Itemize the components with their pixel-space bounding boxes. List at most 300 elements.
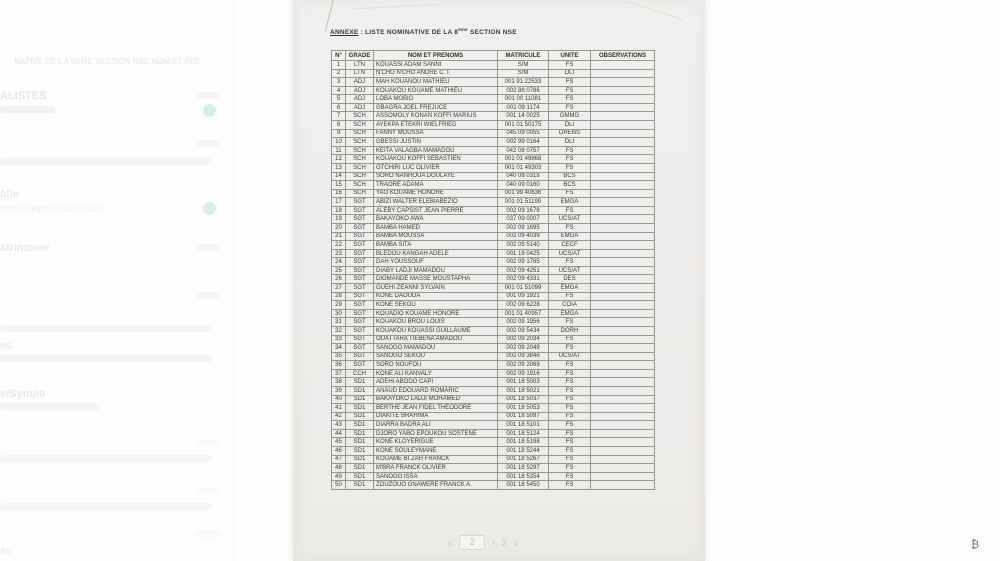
cell-grade: SCH [346, 172, 374, 181]
cell-grade: SCH [346, 155, 374, 164]
cell-number: 12 [332, 155, 346, 164]
title-end: SECTION NSE [467, 29, 517, 37]
cell-number: 47 [332, 455, 346, 464]
cell-grade: SCH [346, 181, 374, 190]
cell-name: FANNY MOUSSA [374, 129, 498, 138]
cell-observations [591, 155, 655, 164]
page-navigation [448, 535, 518, 550]
cell-number: 7 [332, 112, 346, 121]
cell-observations [591, 344, 655, 353]
cell-observations [591, 335, 655, 344]
cell-observations [591, 103, 655, 112]
cell-number: 5 [332, 95, 346, 104]
table-row [332, 258, 655, 267]
cell-matricule: 002 09 6228 [498, 301, 549, 310]
cell-grade: SGT [346, 292, 374, 301]
cell-number: 34 [332, 344, 346, 353]
table-row [332, 472, 655, 481]
cell-unite: FS [549, 335, 591, 344]
table-row [332, 412, 655, 421]
cell-matricule: 002 09 1695 [498, 223, 549, 232]
cell-observations [591, 258, 655, 267]
cell-number: 46 [332, 447, 346, 456]
cell-name: SANOGO SEKOU [374, 352, 498, 361]
cell-grade: SD1 [346, 455, 374, 464]
background-text-smudge [196, 488, 220, 495]
cell-unite: FS [549, 378, 591, 387]
cell-unite: FS [549, 361, 591, 370]
cell-name: BAKAYOKO AWA [374, 215, 498, 224]
cell-matricule: 001 01 51199 [498, 198, 549, 207]
cell-name: OTCHIRI LUC OLIVIER [374, 163, 498, 172]
background-text-fragment: atie [0, 188, 19, 200]
cell-number: 38 [332, 378, 346, 387]
cell-observations [591, 429, 655, 438]
cell-unite: DLI [549, 69, 591, 78]
table-row [332, 78, 655, 87]
table-row [332, 404, 655, 413]
table-row [332, 249, 655, 258]
cell-grade: SCH [346, 163, 374, 172]
background-text-smudge [196, 440, 220, 447]
table-row [332, 326, 655, 335]
cell-grade: ADJ [346, 103, 374, 112]
cell-unite: FS [549, 369, 591, 378]
table-row [332, 181, 655, 190]
cell-name: OUATTARA TIEBENA AMADOU [374, 335, 498, 344]
cell-unite: DRENS [549, 129, 591, 138]
cell-grade: SD1 [346, 421, 374, 430]
table-row [332, 223, 655, 232]
cell-observations [591, 163, 655, 172]
cell-name: KONE SEKOU [374, 301, 498, 310]
cell-name: SORO NANHOUA DOULAYE [374, 172, 498, 181]
cell-number: 13 [332, 163, 346, 172]
cell-grade: SCH [346, 129, 374, 138]
cell-number: 29 [332, 301, 346, 310]
cell-number: 19 [332, 215, 346, 224]
cell-name: KONE ALI KANVALY [374, 369, 498, 378]
cell-unite: FS [549, 412, 591, 421]
cell-number: 23 [332, 249, 346, 258]
cell-matricule: 001 18 5037 [498, 395, 549, 404]
cell-unite: FS [549, 318, 591, 327]
background-text-smudge [196, 244, 220, 251]
cell-matricule: 002 09 4331 [498, 275, 549, 284]
header-observations: OBSERVATIONS [591, 51, 655, 61]
cell-number: 39 [332, 386, 346, 395]
cell-observations [591, 309, 655, 318]
cell-name: BAMBA HAMED [374, 223, 498, 232]
cell-grade: LTN [346, 69, 374, 78]
cell-grade: SGT [346, 249, 374, 258]
table-row [332, 215, 655, 224]
cell-matricule: 001 18 5101 [498, 421, 549, 430]
cell-name: MAH KOUANOU MATHIEU [374, 78, 498, 87]
table-row [332, 447, 655, 456]
cell-observations [591, 378, 655, 387]
cell-name: GBESSI JUSTIN [374, 138, 498, 147]
cell-number: 18 [332, 206, 346, 215]
cell-matricule: 001 01 49868 [498, 155, 549, 164]
cell-name: ZOUZOUO GNAWERE FRANCK A. [374, 481, 498, 490]
cell-name: KONE DAOUDA [374, 292, 498, 301]
cell-number: 1 [332, 61, 346, 70]
cell-name: DJORO YABO EPOUKOU SOSTENE [374, 429, 498, 438]
cell-observations [591, 206, 655, 215]
cell-name: BAMBA MOUSSA [374, 232, 498, 241]
cell-name: DIOMANDE MASSE MOUSTAPHA [374, 275, 498, 284]
table-row [332, 129, 655, 138]
cell-observations [591, 318, 655, 327]
cell-matricule: 001 01 40957 [498, 309, 549, 318]
cell-matricule: 002 09 1678 [498, 206, 549, 215]
cell-unite: FS [549, 292, 591, 301]
header-matricule: MATRICULE [498, 51, 549, 61]
cell-observations [591, 215, 655, 224]
cell-observations [591, 121, 655, 130]
cell-observations [591, 284, 655, 293]
cell-unite: FS [549, 223, 591, 232]
cell-name: ABIZI WALTER ELEBIABEZIO [374, 198, 498, 207]
cell-matricule: S/M [498, 61, 549, 70]
cell-grade: SGT [346, 232, 374, 241]
cell-observations [591, 181, 655, 190]
cell-number: 33 [332, 335, 346, 344]
table-row [332, 438, 655, 447]
table-row [332, 189, 655, 198]
cell-grade: SGT [346, 335, 374, 344]
table-row [332, 266, 655, 275]
cell-number: 25 [332, 266, 346, 275]
table-row [332, 318, 655, 327]
cell-number: 24 [332, 258, 346, 267]
cell-matricule: 037 09 0007 [498, 215, 549, 224]
cell-grade: SGT [346, 326, 374, 335]
cell-name: BAKAYOKO LADJI MOHAMED [374, 395, 498, 404]
cell-observations [591, 464, 655, 473]
table-header-row [332, 51, 655, 61]
table-row [332, 395, 655, 404]
table-row [332, 206, 655, 215]
cell-grade: SGT [346, 318, 374, 327]
cell-unite: FS [549, 472, 591, 481]
table-row [332, 361, 655, 370]
cell-number: 30 [332, 309, 346, 318]
cell-grade: SGT [346, 301, 374, 310]
cell-unite: FS [549, 189, 591, 198]
cell-matricule: 002 88 0786 [498, 86, 549, 95]
cell-name: AYEKPA ETEKRI WIELFRIED [374, 121, 498, 130]
paper-crease [353, 4, 443, 10]
cell-number: 49 [332, 472, 346, 481]
cell-name: M'BRA FRANCK OLIVIER [374, 464, 498, 473]
cell-grade: SD1 [346, 438, 374, 447]
cell-name: KONE SOULEYMANE [374, 447, 498, 456]
cell-observations [591, 189, 655, 198]
cell-grade: SD1 [346, 412, 374, 421]
cell-observations [591, 481, 655, 490]
cell-matricule: 001 00 11081 [498, 95, 549, 104]
cell-name: ADEHI ABODO CAPI [374, 378, 498, 387]
cell-number: 36 [332, 361, 346, 370]
cell-observations [591, 129, 655, 138]
cell-unite: FS [549, 464, 591, 473]
cell-observations [591, 146, 655, 155]
paper-crease [626, 1, 683, 20]
cell-unite: BCS [549, 181, 591, 190]
cell-number: 16 [332, 189, 346, 198]
cell-observations [591, 86, 655, 95]
cell-number: 48 [332, 464, 346, 473]
next-page-button[interactable]: › [513, 534, 519, 550]
cell-name: KOUAKOU KOFFI SEBASTIEN [374, 155, 498, 164]
cell-matricule: 001 18 5003 [498, 378, 549, 387]
document-title [330, 27, 517, 36]
cell-grade: SGT [346, 284, 374, 293]
cell-number: 6 [332, 103, 346, 112]
cell-unite: FS [549, 481, 591, 490]
cell-matricule: 045 09 0055 [498, 129, 549, 138]
table-row [332, 335, 655, 344]
cell-matricule: 001 18 5097 [498, 412, 549, 421]
cell-observations [591, 352, 655, 361]
prev-page-button[interactable]: ‹ [448, 534, 453, 550]
cell-unite: FS [549, 258, 591, 267]
cell-name: YAO KOUAME HONORE [374, 189, 498, 198]
cell-observations [591, 232, 655, 241]
cell-number: 21 [332, 232, 346, 241]
background-text-smudge [0, 355, 212, 362]
cell-name: ASSOMOLY KONAN KOFFI MARIUS [374, 112, 498, 121]
cell-name: KOUAKOU BROU LOUIS [374, 318, 498, 327]
cell-grade: CCH [346, 369, 374, 378]
header-unite: UNITE [549, 51, 591, 61]
cell-matricule: 001 19 0425 [498, 249, 549, 258]
background-text-smudge [0, 503, 212, 510]
cell-matricule: 001 01 49303 [498, 163, 549, 172]
cell-matricule: 001 18 5297 [498, 464, 549, 473]
cell-observations [591, 421, 655, 430]
cell-grade: SGT [346, 258, 374, 267]
cell-matricule: 001 14 0025 [498, 112, 549, 121]
cell-matricule: 001 18 5124 [498, 429, 549, 438]
table-row [332, 369, 655, 378]
cell-number: 14 [332, 172, 346, 181]
cell-number: 4 [332, 86, 346, 95]
cell-observations [591, 412, 655, 421]
cell-number: 43 [332, 421, 346, 430]
cell-name: SORO NOUFOU [374, 361, 498, 370]
cell-unite: FS [549, 146, 591, 155]
cell-number: 10 [332, 138, 346, 147]
cell-name: KOUADIO KOUAME HONORE [374, 309, 498, 318]
table-row [332, 155, 655, 164]
cell-matricule: 001 09 1921 [498, 292, 549, 301]
cell-unite: DORH [549, 326, 591, 335]
roster-table [331, 50, 655, 490]
cell-matricule: 002 09 1956 [498, 318, 549, 327]
table-row [332, 301, 655, 310]
cell-unite: FS [549, 86, 591, 95]
cell-matricule: 002 09 3846 [498, 352, 549, 361]
cell-unite: UCS/AT [549, 249, 591, 258]
table-row [332, 284, 655, 293]
table-row [332, 344, 655, 353]
background-text-smudge [196, 530, 220, 537]
cell-matricule: 001 18 5198 [498, 438, 549, 447]
cell-unite: FS [549, 95, 591, 104]
cell-number: 31 [332, 318, 346, 327]
cell-name: BERTHE JEAN FIDEL THEODORE [374, 404, 498, 413]
cell-name: DIARRA BADRA ALI [374, 421, 498, 430]
cell-unite: BCS [549, 172, 591, 181]
background-text-smudge [196, 140, 220, 147]
total-pages-label: 2 [501, 537, 507, 548]
cell-number: 45 [332, 438, 346, 447]
cell-matricule: 002 09 5434 [498, 326, 549, 335]
cell-unite: GMMG [549, 112, 591, 121]
background-text-fragment: atrimoine [0, 242, 50, 254]
cell-matricule: 001 18 5021 [498, 386, 549, 395]
cell-matricule: 001 18 5354 [498, 472, 549, 481]
cell-observations [591, 249, 655, 258]
table-row [332, 429, 655, 438]
cell-matricule: 002 09 4039 [498, 232, 549, 241]
cell-observations [591, 361, 655, 370]
table-row [332, 455, 655, 464]
cell-name: GUEHI ZEANNI SYLVAIN [374, 284, 498, 293]
cell-number: 9 [332, 129, 346, 138]
cell-name: KOUAKOU KOUASSI GUILLAUME [374, 326, 498, 335]
cell-unite: FS [549, 163, 591, 172]
title-annexe-label: ANNEXE [330, 29, 359, 37]
cell-observations [591, 78, 655, 87]
background-panel-divider [233, 0, 234, 561]
cell-name: N'CHO N'CHO ANDRE C. I. [374, 69, 498, 78]
cell-grade: SD1 [346, 429, 374, 438]
cell-grade: SCH [346, 121, 374, 130]
cell-matricule: 001 01 50175 [498, 121, 549, 130]
cell-matricule: 002 09 2069 [498, 361, 549, 370]
cell-observations [591, 241, 655, 250]
cell-grade: SGT [346, 344, 374, 353]
cell-observations [591, 292, 655, 301]
cell-number: 26 [332, 275, 346, 284]
cell-observations [591, 404, 655, 413]
cell-number: 20 [332, 223, 346, 232]
cell-observations [591, 369, 655, 378]
cell-unite: EMGA [549, 309, 591, 318]
cell-number: 42 [332, 412, 346, 421]
background-text-fragment: NATIVE DE LA 8EME SECTION NSE NOM ET PRE [14, 57, 202, 66]
unread-badge [203, 202, 216, 215]
title-superscript: ème [458, 27, 468, 32]
cell-unite: FS [549, 386, 591, 395]
cell-matricule: 002 09 2049 [498, 344, 549, 353]
cell-grade: ADJ [346, 95, 374, 104]
table-row [332, 386, 655, 395]
cell-name: KONE KLOYERIGUE [374, 438, 498, 447]
table-row [332, 86, 655, 95]
cell-observations [591, 69, 655, 78]
table-row [332, 352, 655, 361]
cell-unite: COIA [549, 301, 591, 310]
cell-observations [591, 61, 655, 70]
cell-number: 27 [332, 284, 346, 293]
cell-name: DIABY LADJI MAMADOU [374, 266, 498, 275]
cell-name: DAH YOUSSOUF [374, 258, 498, 267]
cell-grade: SGT [346, 361, 374, 370]
cell-unite: FS [549, 395, 591, 404]
page-separator: / [492, 537, 495, 548]
background-text-fragment: ALISTES [0, 90, 47, 102]
cell-observations [591, 395, 655, 404]
table-row [332, 464, 655, 473]
cell-grade: SGT [346, 352, 374, 361]
table-row [332, 275, 655, 284]
cell-grade: SD1 [346, 472, 374, 481]
background-text-smudge [0, 106, 55, 113]
cell-name: ALEBY CAPSIST JEAN PIERRE [374, 206, 498, 215]
cell-observations [591, 438, 655, 447]
cell-matricule: 001 18 5267 [498, 455, 549, 464]
cell-number: 17 [332, 198, 346, 207]
cell-matricule: 001 18 5244 [498, 447, 549, 456]
table-row [332, 146, 655, 155]
cell-unite: DES [549, 275, 591, 284]
cell-observations [591, 95, 655, 104]
current-page-input[interactable]: 2 [459, 535, 485, 550]
cell-matricule: S/M [498, 69, 549, 78]
background-text-fragment: france3/regions/2022/07/11/a [0, 204, 104, 213]
cell-grade: LTN [346, 61, 374, 70]
cell-unite: DLI [549, 138, 591, 147]
unread-badge [203, 104, 216, 117]
cell-grade: SGT [346, 198, 374, 207]
cell-name: SANOGO ISSA [374, 472, 498, 481]
cell-unite: FS [549, 344, 591, 353]
cell-number: 44 [332, 429, 346, 438]
cell-grade: SGT [346, 275, 374, 284]
cell-number: 37 [332, 369, 346, 378]
cell-grade: SCH [346, 146, 374, 155]
cell-unite: CECF [549, 241, 591, 250]
cell-name: LOBA MOBIO [374, 95, 498, 104]
title-main: LISTE NOMINATIVE DE LA 8 [365, 29, 459, 37]
table-row [332, 103, 655, 112]
cell-matricule: 001 01 51099 [498, 284, 549, 293]
cell-name: KOUASSI ADAM SANNI [374, 61, 498, 70]
cell-unite: FS [549, 438, 591, 447]
cell-number: 22 [332, 241, 346, 250]
cell-matricule: 002 99 0164 [498, 138, 549, 147]
cell-number: 41 [332, 404, 346, 413]
cell-number: 40 [332, 395, 346, 404]
table-row [332, 112, 655, 121]
cell-number: 3 [332, 78, 346, 87]
background-text-smudge [0, 325, 212, 332]
table-row [332, 309, 655, 318]
background-text-fragment: es [0, 340, 13, 352]
cell-number: 11 [332, 146, 346, 155]
cell-matricule: 002 09 2034 [498, 335, 549, 344]
header-name: NOM ET PRENOMS [374, 51, 498, 61]
cell-grade: SD1 [346, 386, 374, 395]
cell-matricule: 001 09 1174 [498, 103, 549, 112]
table-row [332, 198, 655, 207]
scanned-document-page [293, 0, 705, 561]
